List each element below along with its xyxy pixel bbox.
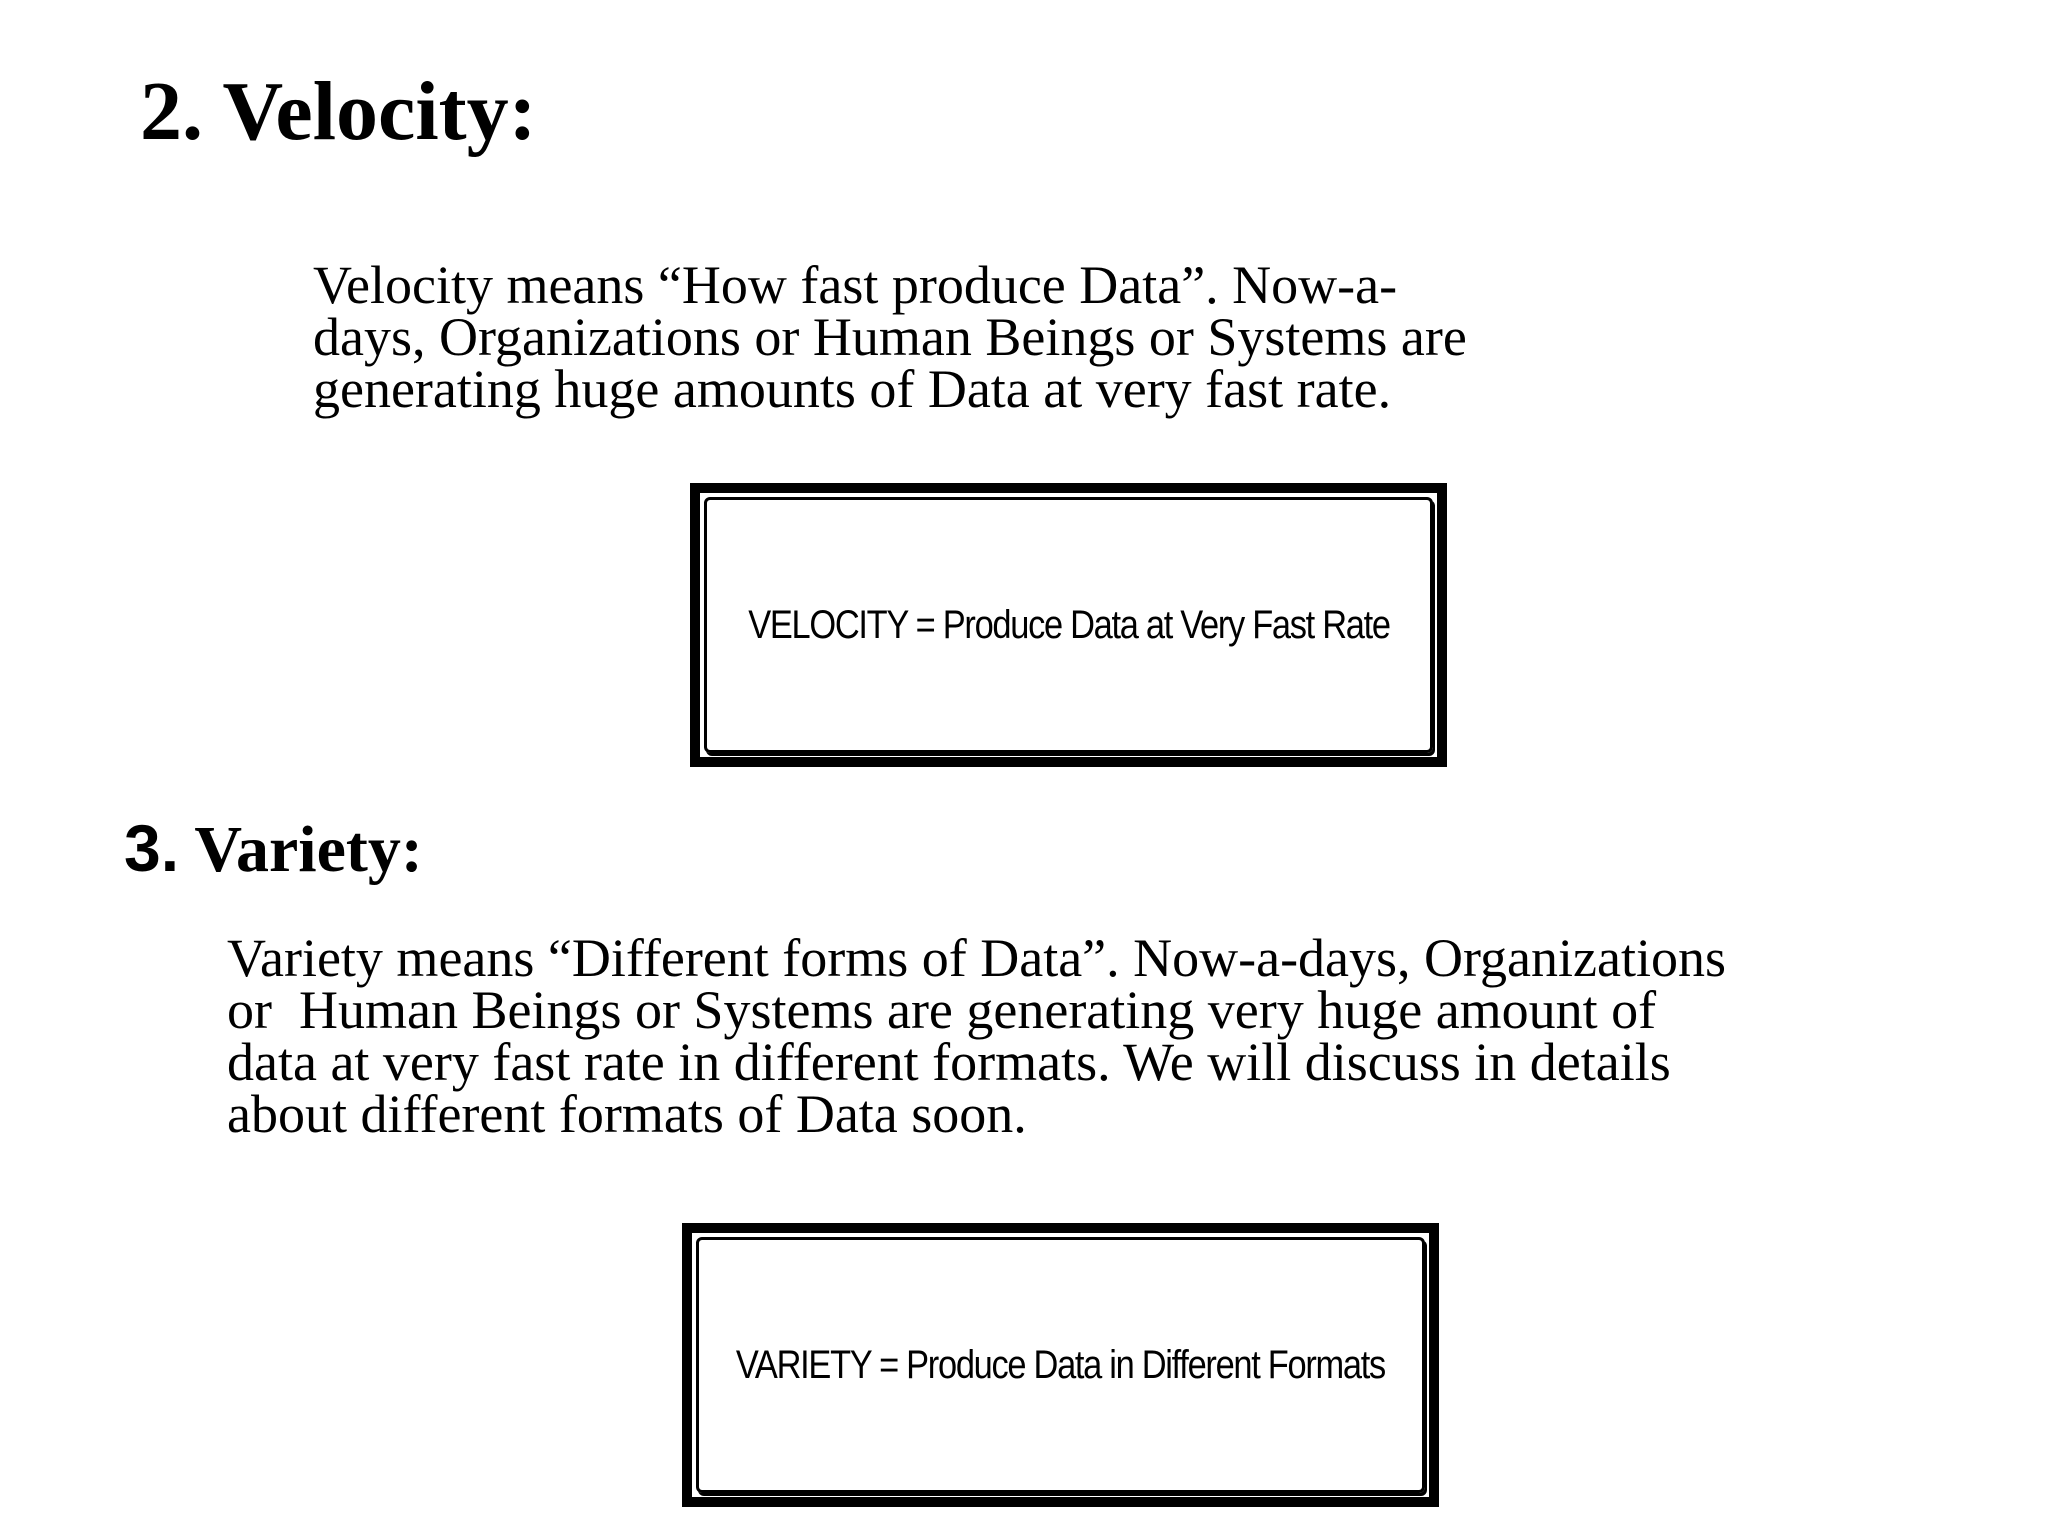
velocity-heading: 2. Velocity: <box>140 65 537 158</box>
variety-heading-text: Variety: <box>194 813 423 886</box>
velocity-definition-box <box>690 483 1447 767</box>
variety-definition-label: VARIETY = Produce Data in Different Formats <box>735 1342 1386 1387</box>
variety-definition-box <box>682 1223 1439 1507</box>
variety-line-4: about different formats of Data soon. <box>227 1084 1027 1144</box>
variety-description <box>227 928 1726 1144</box>
variety-line-3: data at very fast rate in different formats. We will discuss in details <box>227 1032 1671 1092</box>
velocity-definition-label: VELOCITY = Produce Data at Very Fast Rate <box>747 602 1390 647</box>
variety-heading-number: 3. <box>124 811 180 885</box>
variety-line-2: or Human Beings or Systems are generating very huge amount of <box>227 980 1657 1040</box>
velocity-description <box>313 255 1467 419</box>
velocity-line-1: Velocity means “How fast produce Data”. Now-a- <box>313 255 1398 315</box>
variety-heading <box>124 811 423 886</box>
variety-definition-inner-frame <box>696 1237 1425 1493</box>
velocity-line-3: generating huge amounts of Data at very fast rate. <box>313 359 1392 419</box>
variety-line-1: Variety means “Different forms of Data”. Now-a-days, Organizations <box>227 928 1726 988</box>
velocity-line-2: days, Organizations or Human Beings or Systems are <box>313 307 1467 367</box>
velocity-definition-inner-frame <box>704 497 1433 753</box>
